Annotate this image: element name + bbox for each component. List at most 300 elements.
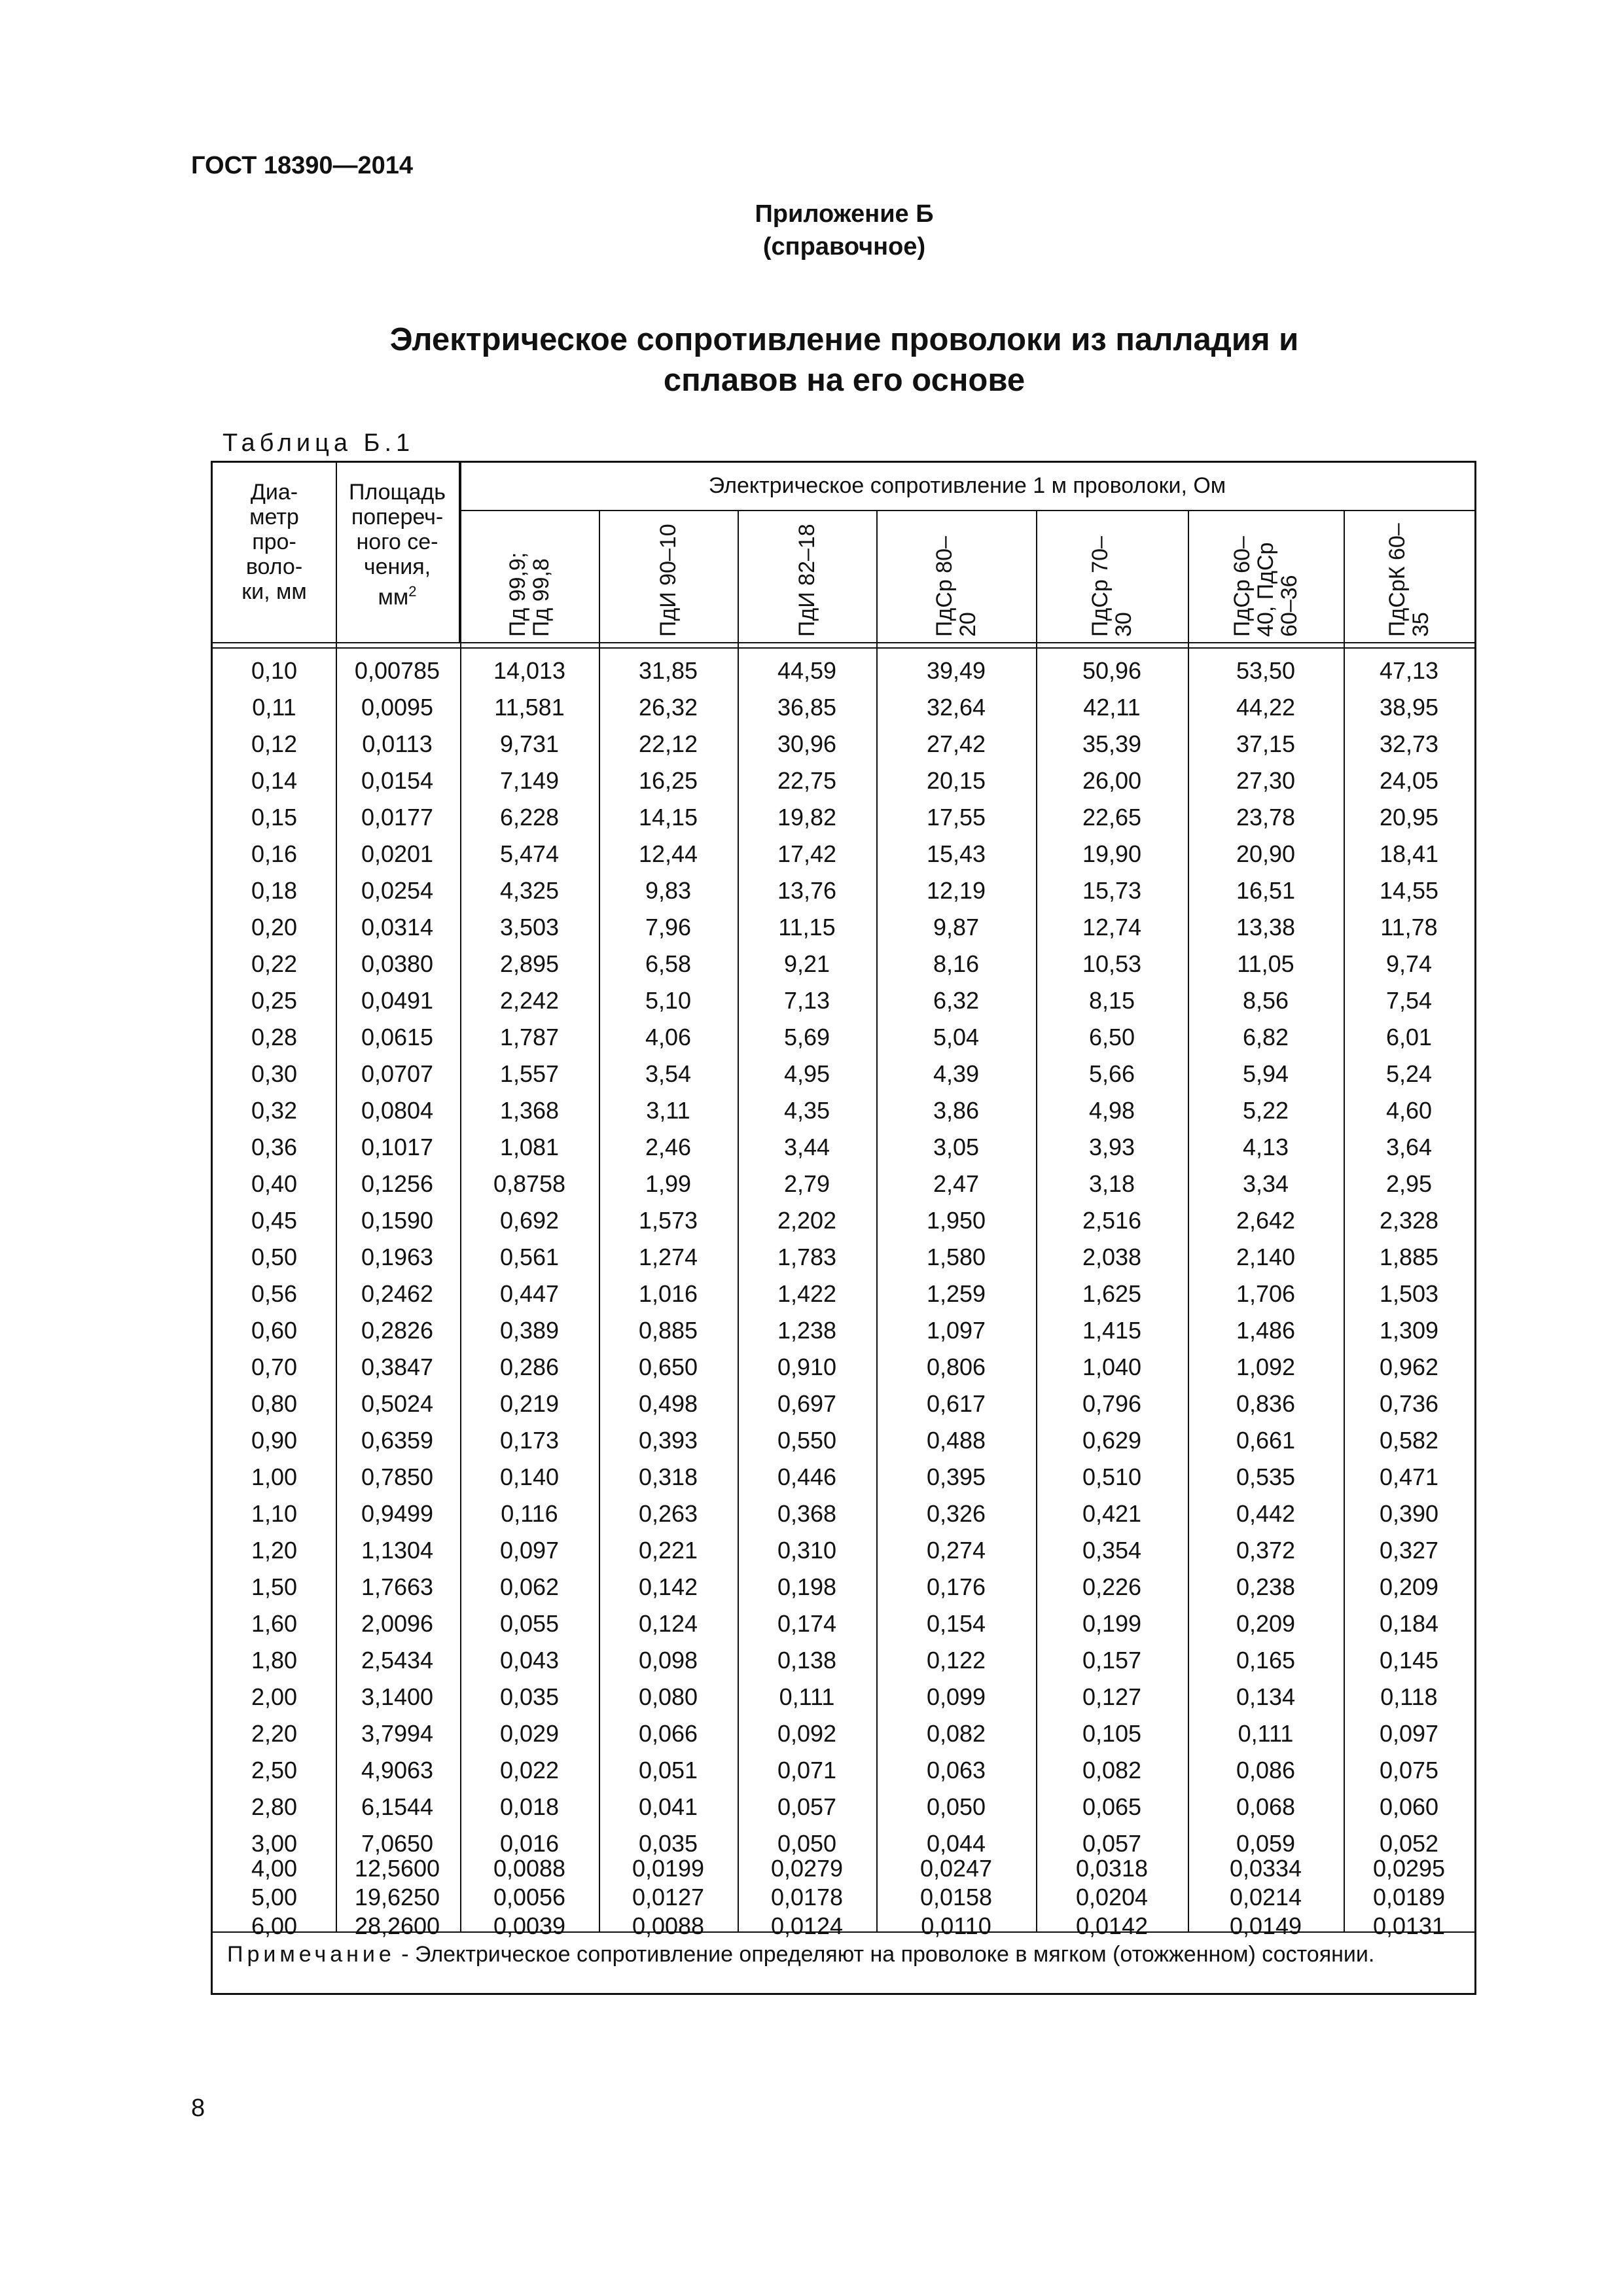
resistance-cell: 0,184 (1379, 1610, 1439, 1637)
resistance-cell: 0,395 (926, 1463, 986, 1490)
resistance-cell: 0,393 (638, 1427, 698, 1454)
resistance-cell: 22,65 (1082, 804, 1142, 831)
alloy-column-header: ПдСр 80– 20 (932, 536, 980, 637)
resistance-cell: 19,82 (777, 804, 837, 831)
area-cell: 0,1963 (361, 1244, 434, 1270)
area-cell: 0,0615 (361, 1024, 434, 1050)
resistance-cell: 0,035 (638, 1830, 698, 1857)
table-row (213, 1202, 1474, 1239)
resistance-cell: 4,13 (1242, 1134, 1289, 1160)
diameter-cell: 2,00 (251, 1683, 298, 1710)
area-cell: 0,3847 (361, 1354, 434, 1380)
resistance-cell: 0,796 (1082, 1390, 1142, 1417)
diameter-cell: 4,00 (251, 1855, 298, 1882)
resistance-cell: 11,581 (494, 694, 565, 721)
resistance-cell: 0,447 (499, 1280, 560, 1307)
table-row (213, 1496, 1474, 1532)
table-row (213, 653, 1474, 689)
resistance-cell: 0,055 (499, 1610, 560, 1637)
column-divider (460, 463, 461, 1931)
resistance-cell: 0,134 (1236, 1683, 1296, 1710)
resistance-cell: 0,118 (1380, 1683, 1438, 1710)
resistance-cell: 5,66 (1088, 1060, 1135, 1087)
alloy-column-header: Пд 99,9; Пд 99,8 (505, 552, 554, 637)
resistance-cell: 53,50 (1236, 657, 1296, 684)
area-cell: 6,1544 (361, 1793, 434, 1820)
area-cell: 0,0095 (361, 694, 434, 721)
diameter-cell: 2,80 (251, 1793, 298, 1820)
table-row (213, 1422, 1474, 1459)
table-row (213, 1459, 1474, 1496)
resistance-cell: 4,60 (1385, 1097, 1433, 1124)
resistance-cell: 5,04 (933, 1024, 980, 1050)
resistance-cell: 1,259 (926, 1280, 986, 1307)
resistance-cell: 0,535 (1236, 1463, 1296, 1490)
table-row (213, 1276, 1474, 1312)
resistance-cell: 0,310 (777, 1537, 837, 1564)
diameter-cell: 0,28 (251, 1024, 298, 1050)
area-cell: 1,1304 (361, 1537, 434, 1564)
table-row (213, 909, 1474, 946)
resistance-cell: 26,00 (1082, 767, 1142, 794)
resistance-cell: 3,11 (646, 1097, 690, 1124)
resistance-cell: 2,242 (499, 987, 560, 1014)
resistance-cell: 0,0088 (632, 1912, 705, 1939)
resistance-cell: 0,806 (926, 1354, 986, 1380)
resistance-cell: 6,228 (499, 804, 560, 831)
resistance-cell: 17,42 (777, 840, 837, 867)
resistance-cell: 37,15 (1236, 730, 1296, 757)
resistance-cell: 0,318 (638, 1463, 698, 1490)
resistance-cell: 0,0039 (493, 1912, 566, 1939)
diameter-cell: 0,10 (251, 657, 298, 684)
resistance-cell: 1,016 (638, 1280, 698, 1307)
table-row (213, 1605, 1474, 1642)
resistance-cell: 0,629 (1082, 1427, 1142, 1454)
appendix-title: Приложение Б (755, 200, 934, 228)
resistance-cell: 1,422 (777, 1280, 837, 1307)
resistance-cell: 1,573 (638, 1207, 698, 1234)
table-row (213, 726, 1474, 762)
resistance-cell: 1,097 (926, 1317, 986, 1344)
resistance-cell: 0,488 (926, 1427, 986, 1454)
resistance-cell: 0,062 (499, 1573, 560, 1600)
resistance-cell: 0,390 (1379, 1500, 1439, 1527)
resistance-cell: 0,138 (777, 1647, 837, 1674)
resistance-cell: 0,082 (926, 1720, 986, 1747)
table-row (213, 1019, 1474, 1056)
resistance-cell: 22,75 (777, 767, 837, 794)
table-row (213, 1569, 1474, 1605)
area-header-text: Площадь попереч- ного се- чения, мм (348, 480, 446, 610)
resistance-cell: 0,471 (1379, 1463, 1439, 1490)
standard-id: ГОСТ 18390—2014 (191, 152, 414, 179)
resistance-cell: 0,219 (499, 1390, 560, 1417)
area-cell: 3,1400 (361, 1683, 434, 1710)
resistance-cell: 2,47 (933, 1170, 980, 1197)
column-divider (738, 510, 739, 1931)
resistance-cell: 1,040 (1082, 1354, 1142, 1380)
resistance-cell: 20,90 (1236, 840, 1296, 867)
resistance-cell: 4,98 (1088, 1097, 1135, 1124)
alloy-column-header: ПдСрК 60– 35 (1385, 523, 1433, 637)
resistance-cell: 0,057 (1082, 1830, 1142, 1857)
resistance-cell: 2,79 (783, 1170, 830, 1197)
resistance-cell: 4,325 (499, 877, 560, 904)
resistance-cell: 0,0279 (770, 1855, 844, 1882)
resistance-cell: 0,016 (499, 1830, 560, 1857)
area-cell: 2,5434 (361, 1647, 434, 1674)
resistance-cell: 0,0334 (1229, 1855, 1302, 1882)
resistance-cell: 1,783 (777, 1244, 837, 1270)
resistance-cell: 5,10 (645, 987, 692, 1014)
resistance-cell: 11,78 (1380, 914, 1438, 941)
column-divider (876, 510, 878, 1931)
resistance-cell: 3,86 (933, 1097, 980, 1124)
resistance-cell: 0,198 (777, 1573, 837, 1600)
resistance-cell: 0,0318 (1075, 1855, 1149, 1882)
diameter-cell: 2,50 (251, 1757, 298, 1784)
resistance-cell: 1,625 (1082, 1280, 1142, 1307)
resistance-cell: 5,474 (499, 840, 560, 867)
resistance-cell: 0,041 (638, 1793, 698, 1820)
resistance-cell: 0,617 (926, 1390, 986, 1417)
resistance-cell: 0,050 (926, 1793, 986, 1820)
resistance-cell: 3,34 (1242, 1170, 1289, 1197)
diameter-cell: 0,12 (251, 730, 298, 757)
diameter-cell: 0,60 (251, 1317, 298, 1344)
resistance-cell: 32,73 (1379, 730, 1439, 757)
diameter-cell: 1,00 (251, 1463, 298, 1490)
resistance-group-header: Электрическое сопротивление 1 м проволоки, Ом (708, 473, 1226, 498)
diameter-cell: 0,25 (251, 987, 298, 1014)
resistance-cell: 0,098 (638, 1647, 698, 1674)
table-row (213, 1129, 1474, 1166)
resistance-cell: 7,54 (1385, 987, 1433, 1014)
resistance-cell: 20,95 (1379, 804, 1439, 831)
area-header-superscript: 2 (408, 583, 417, 600)
resistance-cell: 0,035 (499, 1683, 560, 1710)
resistance-cell: 0,097 (1379, 1720, 1439, 1747)
diameter-cell: 0,14 (251, 767, 298, 794)
area-cell: 0,1590 (361, 1207, 434, 1234)
table-row (213, 762, 1474, 799)
resistance-cell: 1,238 (777, 1317, 837, 1344)
resistance-cell: 50,96 (1082, 657, 1142, 684)
resistance-cell: 0,0178 (770, 1884, 844, 1910)
resistance-cell: 0,0131 (1372, 1912, 1446, 1939)
diameter-cell: 0,20 (251, 914, 298, 941)
table-row (213, 1312, 1474, 1349)
resistance-cell: 0,209 (1236, 1610, 1296, 1637)
resistance-cell: 0,421 (1082, 1500, 1142, 1527)
area-cell: 0,1017 (361, 1134, 434, 1160)
resistance-cell: 3,503 (499, 914, 560, 941)
diameter-cell: 1,80 (251, 1647, 298, 1674)
table-row (213, 1715, 1474, 1752)
appendix-kind: (справочное) (762, 233, 926, 260)
resistance-cell: 2,516 (1082, 1207, 1142, 1234)
area-cell: 1,7663 (361, 1573, 434, 1600)
resistance-cell: 1,081 (499, 1134, 560, 1160)
resistance-cell: 0,116 (501, 1500, 558, 1527)
diameter-cell: 0,70 (251, 1354, 298, 1380)
resistance-cell: 47,13 (1379, 657, 1439, 684)
table-row (213, 1056, 1474, 1092)
table-row (213, 982, 1474, 1019)
resistance-cell: 0,582 (1379, 1427, 1439, 1454)
resistance-cell: 9,87 (933, 914, 980, 941)
resistance-cell: 10,53 (1082, 950, 1142, 977)
resistance-cell: 0,209 (1379, 1573, 1439, 1600)
resistance-cell: 0,692 (499, 1207, 560, 1234)
resistance-cell: 12,44 (638, 840, 698, 867)
alloy-column-header: ПдИ 90–10 (656, 524, 681, 637)
resistance-cell: 0,661 (1236, 1427, 1296, 1454)
resistance-cell: 0,173 (499, 1427, 560, 1454)
area-cell: 2,0096 (361, 1610, 434, 1637)
resistance-cell: 0,0158 (919, 1884, 993, 1910)
resistance-cell: 4,06 (645, 1024, 692, 1050)
resistance-cell: 1,706 (1236, 1280, 1296, 1307)
resistance-cell: 24,05 (1379, 767, 1439, 794)
resistance-cell: 0,368 (777, 1500, 837, 1527)
resistance-cell: 32,64 (926, 694, 986, 721)
resistance-cell: 31,85 (638, 657, 698, 684)
area-cell: 0,0177 (361, 804, 434, 831)
diameter-cell: 1,60 (251, 1610, 298, 1637)
resistance-cell: 0,238 (1236, 1573, 1296, 1600)
table-row (213, 1166, 1474, 1202)
resistance-cell: 0,354 (1082, 1537, 1142, 1564)
resistance-cell: 0,0247 (919, 1855, 993, 1882)
resistance-cell: 2,038 (1082, 1244, 1142, 1270)
title-line-2: сплавов на его основе (663, 363, 1026, 398)
resistance-cell: 0,274 (926, 1537, 986, 1564)
resistance-cell: 0,0056 (493, 1884, 566, 1910)
resistance-cell: 2,202 (777, 1207, 837, 1234)
area-cell: 0,0491 (361, 987, 434, 1014)
resistance-cell: 5,22 (1242, 1097, 1289, 1124)
area-cell: 0,1256 (361, 1170, 434, 1197)
resistance-cell: 14,013 (493, 657, 566, 684)
diameter-cell: 0,18 (251, 877, 298, 904)
resistance-cell: 13,38 (1236, 914, 1296, 941)
table-row (213, 1349, 1474, 1386)
resistance-cell: 8,56 (1242, 987, 1289, 1014)
resistance-cell: 0,122 (926, 1647, 986, 1674)
note-prefix: Примечание (227, 1942, 395, 1967)
resistance-cell: 1,368 (499, 1097, 560, 1124)
resistance-cell: 0,442 (1236, 1500, 1296, 1527)
diameter-cell: 5,00 (251, 1884, 298, 1910)
diameter-cell: 1,20 (251, 1537, 298, 1564)
table-row (213, 1854, 1474, 1883)
column-divider (336, 463, 337, 1931)
resistance-cell: 6,32 (933, 987, 980, 1014)
area-cell: 0,0113 (362, 730, 433, 757)
column-divider (1344, 510, 1345, 1931)
resistance-cell: 11,05 (1237, 950, 1294, 977)
diameter-cell: 6,00 (251, 1912, 298, 1939)
resistance-cell: 0,018 (499, 1793, 560, 1820)
resistance-cell: 0,063 (926, 1757, 986, 1784)
resistance-cell: 0,157 (1082, 1647, 1142, 1674)
resistance-cell: 1,309 (1379, 1317, 1439, 1344)
alloy-column-header: ПдСр 60– 40, ПдСр 60–36 (1230, 536, 1302, 637)
table-row (213, 1239, 1474, 1276)
resistance-cell: 0,080 (638, 1683, 698, 1710)
diameter-cell: 0,30 (251, 1060, 298, 1087)
area-column-header (336, 480, 459, 609)
diameter-cell: 0,80 (251, 1390, 298, 1417)
resistance-cell: 0,022 (499, 1757, 560, 1784)
resistance-cell: 35,39 (1082, 730, 1142, 757)
area-cell: 28,2600 (354, 1912, 440, 1939)
resistance-cell: 0,060 (1379, 1793, 1439, 1820)
column-divider (1036, 510, 1037, 1931)
area-cell: 0,0380 (361, 950, 434, 977)
diameter-cell: 0,90 (251, 1427, 298, 1454)
resistance-cell: 0,0127 (632, 1884, 705, 1910)
resistance-cell: 4,39 (933, 1060, 980, 1087)
resistance-cell: 1,503 (1379, 1280, 1439, 1307)
resistance-cell: 13,76 (777, 877, 837, 904)
resistance-cell: 0,0149 (1229, 1912, 1302, 1939)
diameter-cell: 0,56 (251, 1280, 298, 1307)
resistance-cell: 12,19 (926, 877, 986, 904)
area-cell: 0,0201 (361, 840, 434, 867)
resistance-cell: 0,550 (777, 1427, 837, 1454)
resistance-cell: 2,46 (645, 1134, 692, 1160)
resistance-cell: 0,050 (777, 1830, 837, 1857)
resistance-cell: 0,962 (1379, 1354, 1439, 1380)
area-cell: 19,6250 (354, 1884, 440, 1910)
column-divider (599, 510, 600, 1931)
resistance-cell: 15,73 (1082, 877, 1142, 904)
resistance-cell: 19,90 (1082, 840, 1142, 867)
area-cell: 0,5024 (361, 1390, 434, 1417)
resistance-cell: 7,96 (645, 914, 692, 941)
title-line-1: Электрическое сопротивление проволоки из палладия и (389, 322, 1299, 357)
resistance-cell: 0,0214 (1229, 1884, 1302, 1910)
resistance-cell: 0,0204 (1075, 1884, 1149, 1910)
resistance-cell: 1,557 (499, 1060, 560, 1087)
resistance-cell: 0,124 (638, 1610, 698, 1637)
diameter-column-header: Диа- метр про- воло- ки, мм (241, 480, 307, 604)
resistance-table (211, 461, 1476, 1995)
resistance-cell: 2,140 (1236, 1244, 1296, 1270)
resistance-cell: 4,35 (783, 1097, 830, 1124)
resistance-cell: 3,05 (933, 1134, 980, 1160)
resistance-cell: 4,95 (783, 1060, 830, 1087)
column-divider (1188, 510, 1189, 1931)
area-cell: 4,9063 (361, 1757, 434, 1784)
resistance-cell: 1,486 (1236, 1317, 1296, 1344)
resistance-cell: 0,736 (1379, 1390, 1439, 1417)
diameter-cell: 0,16 (251, 840, 298, 867)
table-row (213, 946, 1474, 982)
resistance-cell: 38,95 (1379, 694, 1439, 721)
resistance-cell: 8,15 (1088, 987, 1135, 1014)
resistance-cell: 27,30 (1236, 767, 1296, 794)
resistance-cell: 0,142 (638, 1573, 698, 1600)
resistance-cell: 0,0142 (1075, 1912, 1149, 1939)
document-title (0, 319, 1623, 401)
resistance-cell: 30,96 (777, 730, 837, 757)
resistance-cell: 27,42 (926, 730, 986, 757)
area-cell: 0,6359 (361, 1427, 434, 1454)
resistance-cell: 0,145 (1379, 1647, 1439, 1674)
diameter-cell: 0,45 (251, 1207, 298, 1234)
resistance-cell: 0,561 (499, 1244, 560, 1270)
resistance-cell: 1,787 (499, 1024, 560, 1050)
resistance-cell: 0,176 (926, 1573, 986, 1600)
resistance-cell: 0,836 (1236, 1390, 1296, 1417)
resistance-cell: 0,221 (638, 1537, 698, 1564)
resistance-cell: 6,82 (1242, 1024, 1289, 1050)
table-row (213, 836, 1474, 872)
resistance-cell: 42,11 (1083, 694, 1141, 721)
resistance-cell: 6,50 (1088, 1024, 1135, 1050)
resistance-cell: 0,199 (1082, 1610, 1142, 1637)
resistance-cell: 9,83 (645, 877, 692, 904)
area-cell: 0,0804 (361, 1097, 434, 1124)
resistance-cell: 0,0199 (632, 1855, 705, 1882)
resistance-cell: 6,01 (1385, 1024, 1433, 1050)
resistance-cell: 2,642 (1236, 1207, 1296, 1234)
resistance-cell: 0,044 (926, 1830, 986, 1857)
area-cell: 0,0314 (361, 914, 434, 941)
table-row (213, 1883, 1474, 1912)
resistance-cell: 39,49 (926, 657, 986, 684)
diameter-cell: 2,20 (251, 1720, 298, 1747)
resistance-cell: 0,0124 (770, 1912, 844, 1939)
table-row (213, 1532, 1474, 1569)
area-cell: 0,2462 (361, 1280, 434, 1307)
resistance-cell: 0,127 (1082, 1683, 1142, 1710)
resistance-cell: 23,78 (1236, 804, 1296, 831)
resistance-cell: 14,15 (638, 804, 698, 831)
resistance-cell: 0,068 (1236, 1793, 1296, 1820)
area-cell: 12,5600 (354, 1855, 440, 1882)
resistance-cell: 0,885 (638, 1317, 698, 1344)
resistance-cell: 3,18 (1088, 1170, 1135, 1197)
resistance-cell: 18,41 (1379, 840, 1439, 867)
area-cell: 0,0707 (361, 1060, 434, 1087)
resistance-cell: 0,065 (1082, 1793, 1142, 1820)
resistance-cell: 0,0088 (493, 1855, 566, 1882)
header-bottom-rule (213, 642, 1474, 643)
resistance-cell: 0,0110 (921, 1912, 991, 1939)
resistance-cell: 22,12 (638, 730, 698, 757)
resistance-cell: 0,052 (1379, 1830, 1439, 1857)
resistance-cell: 44,59 (777, 657, 837, 684)
resistance-cell: 0,059 (1236, 1830, 1296, 1857)
area-cell: 0,0154 (361, 767, 434, 794)
diameter-cell: 0,50 (251, 1244, 298, 1270)
alloy-column-header: ПдИ 82–18 (794, 524, 819, 637)
resistance-cell: 0,263 (638, 1500, 698, 1527)
resistance-cell: 0,057 (777, 1793, 837, 1820)
resistance-cell: 0,389 (499, 1317, 560, 1344)
table-row (213, 1789, 1474, 1825)
resistance-cell: 14,55 (1379, 877, 1439, 904)
diameter-cell: 1,50 (251, 1573, 298, 1600)
table-row (213, 1642, 1474, 1679)
resistance-cell: 12,74 (1082, 914, 1142, 941)
resistance-cell: 0,154 (926, 1610, 986, 1637)
